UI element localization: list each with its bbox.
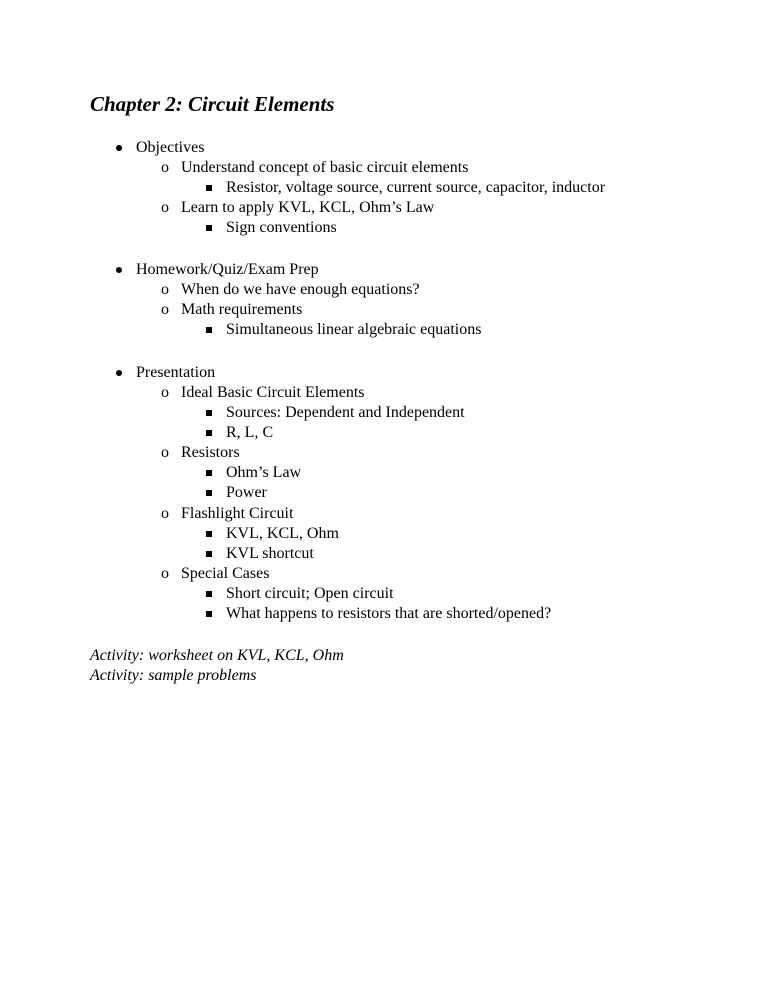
list-item: Flashlight Circuit bbox=[181, 505, 294, 522]
circle-bullet-icon: o bbox=[161, 301, 169, 318]
list-subitem: Sign conventions bbox=[226, 219, 337, 236]
circle-bullet-icon: o bbox=[161, 565, 169, 582]
list-subitem: KVL shortcut bbox=[226, 545, 314, 562]
bullet-dot-icon bbox=[116, 145, 122, 151]
list-subitem: Power bbox=[226, 484, 267, 501]
square-bullet-icon bbox=[206, 185, 212, 191]
activity-line: Activity: sample problems bbox=[90, 667, 257, 684]
list-item: Math requirements bbox=[181, 301, 303, 318]
list-item: Learn to apply KVL, KCL, Ohm’s Law bbox=[181, 199, 435, 216]
list-item: Ideal Basic Circuit Elements bbox=[181, 384, 365, 401]
circle-bullet-icon: o bbox=[161, 281, 169, 298]
square-bullet-icon bbox=[206, 430, 212, 436]
circle-bullet-icon: o bbox=[161, 505, 169, 522]
list-item: When do we have enough equations? bbox=[181, 281, 420, 298]
list-subitem: Short circuit; Open circuit bbox=[226, 585, 394, 602]
circle-bullet-icon: o bbox=[161, 199, 169, 216]
section-heading-objectives: Objectives bbox=[136, 139, 205, 156]
square-bullet-icon bbox=[206, 611, 212, 617]
circle-bullet-icon: o bbox=[161, 444, 169, 461]
list-item: Understand concept of basic circuit elements bbox=[181, 159, 469, 176]
list-item: Resistors bbox=[181, 444, 240, 461]
circle-bullet-icon: o bbox=[161, 159, 169, 176]
square-bullet-icon bbox=[206, 551, 212, 557]
square-bullet-icon bbox=[206, 327, 212, 333]
square-bullet-icon bbox=[206, 410, 212, 416]
list-subitem: Simultaneous linear algebraic equations bbox=[226, 321, 482, 338]
list-subitem: What happens to resistors that are shorted/opened? bbox=[226, 605, 552, 622]
square-bullet-icon bbox=[206, 531, 212, 537]
square-bullet-icon bbox=[206, 490, 212, 496]
list-item: Special Cases bbox=[181, 565, 270, 582]
square-bullet-icon bbox=[206, 225, 212, 231]
list-subitem: Sources: Dependent and Independent bbox=[226, 404, 465, 421]
circle-bullet-icon: o bbox=[161, 384, 169, 401]
list-subitem: R, L, C bbox=[226, 424, 274, 441]
bullet-dot-icon bbox=[116, 370, 122, 376]
page-title: Chapter 2: Circuit Elements bbox=[90, 92, 335, 116]
section-heading-homework: Homework/Quiz/Exam Prep bbox=[136, 261, 319, 278]
bullet-dot-icon bbox=[116, 267, 122, 273]
list-subitem: KVL, KCL, Ohm bbox=[226, 525, 339, 542]
section-heading-presentation: Presentation bbox=[136, 364, 216, 381]
square-bullet-icon bbox=[206, 470, 212, 476]
list-subitem: Resistor, voltage source, current source, capacitor, inductor bbox=[226, 179, 606, 196]
square-bullet-icon bbox=[206, 591, 212, 597]
activity-line: Activity: worksheet on KVL, KCL, Ohm bbox=[90, 647, 344, 664]
list-subitem: Ohm’s Law bbox=[226, 464, 302, 481]
